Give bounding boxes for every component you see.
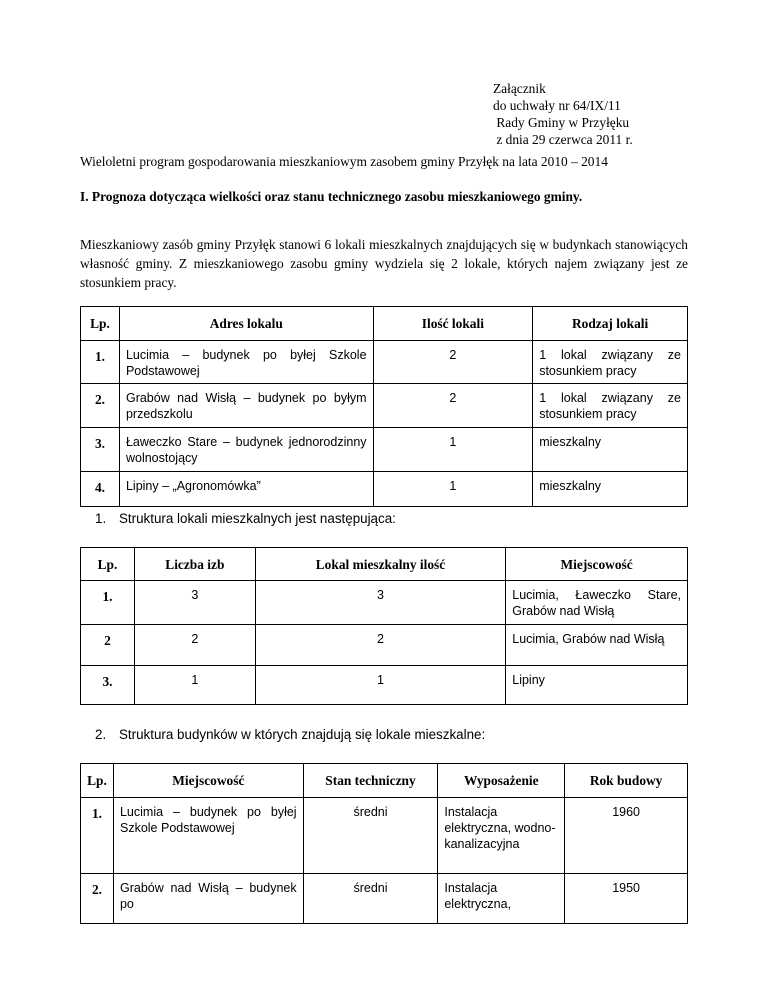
cell-lp: 1. [81, 581, 135, 625]
intro-paragraph: Mieszkaniowy zasób gminy Przyłęk stanowi 6 lokali mieszkalnych znajdujących się w budynkach stanowiących własność gminy. Z mieszkaniowego zasobu gminy wydziela się 2 lokale, których najem związany jest ze stosunkiem pracy. [80, 237, 688, 290]
cell-count: 1 [373, 472, 533, 507]
cell-lp: 1. [81, 341, 120, 384]
cell-lp: 2. [81, 874, 114, 924]
table-header-row [81, 764, 688, 798]
table-row [81, 874, 688, 924]
column-header: Miejscowość [506, 548, 688, 581]
cell-type: mieszkalny [533, 472, 688, 507]
list-number: 1. [95, 511, 107, 526]
cell-rooms: 1 [134, 666, 255, 705]
table-row [81, 581, 688, 625]
header-line: do uchwały nr 64/IX/11 [493, 98, 621, 113]
header-line: z dnia 29 czerwca 2011 r. [493, 132, 633, 147]
cell-locality: Lucimia, Grabów nad Wisłą [506, 625, 688, 666]
cell-lp: 2 [81, 625, 135, 666]
cell-lp: 4. [81, 472, 120, 507]
cell-lp: 1. [81, 798, 114, 874]
cell-count: 2 [373, 384, 533, 428]
column-header: Rodzaj lokali [533, 307, 688, 341]
cell-lp: 3. [81, 666, 135, 705]
cell-count: 2 [373, 341, 533, 384]
column-header: Adres lokalu [119, 307, 373, 341]
column-header: Stan techniczny [303, 764, 438, 798]
list-number: 2. [95, 727, 107, 742]
cell-address: Grabów nad Wisłą – budynek po byłym przedszkolu [119, 384, 373, 428]
table-row [81, 384, 688, 428]
cell-type: 1 lokal związany ze stosunkiem pracy [533, 341, 688, 384]
header-line: Rady Gminy w Przyłęku [493, 115, 630, 130]
attachment-header [493, 80, 633, 148]
table-row [81, 472, 688, 507]
cell-locality: Grabów nad Wisłą – budynek po [113, 874, 303, 924]
list-heading: Struktura budynków w których znajdują się lokale mieszkalne: [119, 727, 486, 742]
cell-locality: Lucimia, Ławeczko Stare, Grabów nad Wisłą [506, 581, 688, 625]
table-row [81, 666, 688, 705]
cell-condition: średni [303, 798, 438, 874]
cell-lp: 2. [81, 384, 120, 428]
buildings-table [80, 763, 688, 924]
cell-locality: Lucimia – budynek po byłej Szkole Podstawowej [113, 798, 303, 874]
table-row [81, 625, 688, 666]
cell-address: Ławeczko Stare – budynek jednorodzinny wolnostojący [119, 428, 373, 472]
cell-count: 3 [255, 581, 506, 625]
rooms-table [80, 547, 688, 705]
column-header: Rok budowy [565, 764, 688, 798]
cell-count: 1 [255, 666, 506, 705]
column-header: Lp. [81, 764, 114, 798]
cell-count: 1 [373, 428, 533, 472]
cell-type: 1 lokal związany ze stosunkiem pracy [533, 384, 688, 428]
cell-lp: 3. [81, 428, 120, 472]
cell-equipment: Instalacja elektryczna, wodno-kanalizacyjna [438, 798, 565, 874]
document-title: Wieloletni program gospodarowania mieszkaniowym zasobem gminy Przyłęk na lata 2010 – 2014 [80, 154, 608, 169]
table-header-row [81, 548, 688, 581]
cell-rooms: 2 [134, 625, 255, 666]
cell-year: 1950 [565, 874, 688, 924]
cell-count: 2 [255, 625, 506, 666]
cell-year: 1960 [565, 798, 688, 874]
premises-table [80, 306, 688, 507]
cell-type: mieszkalny [533, 428, 688, 472]
column-header: Lokal mieszkalny ilość [255, 548, 506, 581]
column-header: Liczba izb [134, 548, 255, 581]
column-header: Lp. [81, 307, 120, 341]
column-header: Lp. [81, 548, 135, 581]
table-row [81, 428, 688, 472]
section-heading: I. Prognoza dotycząca wielkości oraz stanu technicznego zasobu mieszkaniowego gminy. [80, 189, 583, 204]
cell-equipment: Instalacja elektryczna, [438, 874, 565, 924]
table-header-row [81, 307, 688, 341]
column-header: Miejscowość [113, 764, 303, 798]
header-line: Załącznik [493, 81, 546, 96]
column-header: Wyposażenie [438, 764, 565, 798]
cell-rooms: 3 [134, 581, 255, 625]
cell-condition: średni [303, 874, 438, 924]
list-heading: Struktura lokali mieszkalnych jest następująca: [119, 511, 396, 526]
cell-locality: Lipiny [506, 666, 688, 705]
column-header: Ilość lokali [373, 307, 533, 341]
cell-address: Lipiny – „Agronomówka” [119, 472, 373, 507]
table-row [81, 798, 688, 874]
cell-address: Lucimia – budynek po byłej Szkole Podstawowej [119, 341, 373, 384]
table-row [81, 341, 688, 384]
